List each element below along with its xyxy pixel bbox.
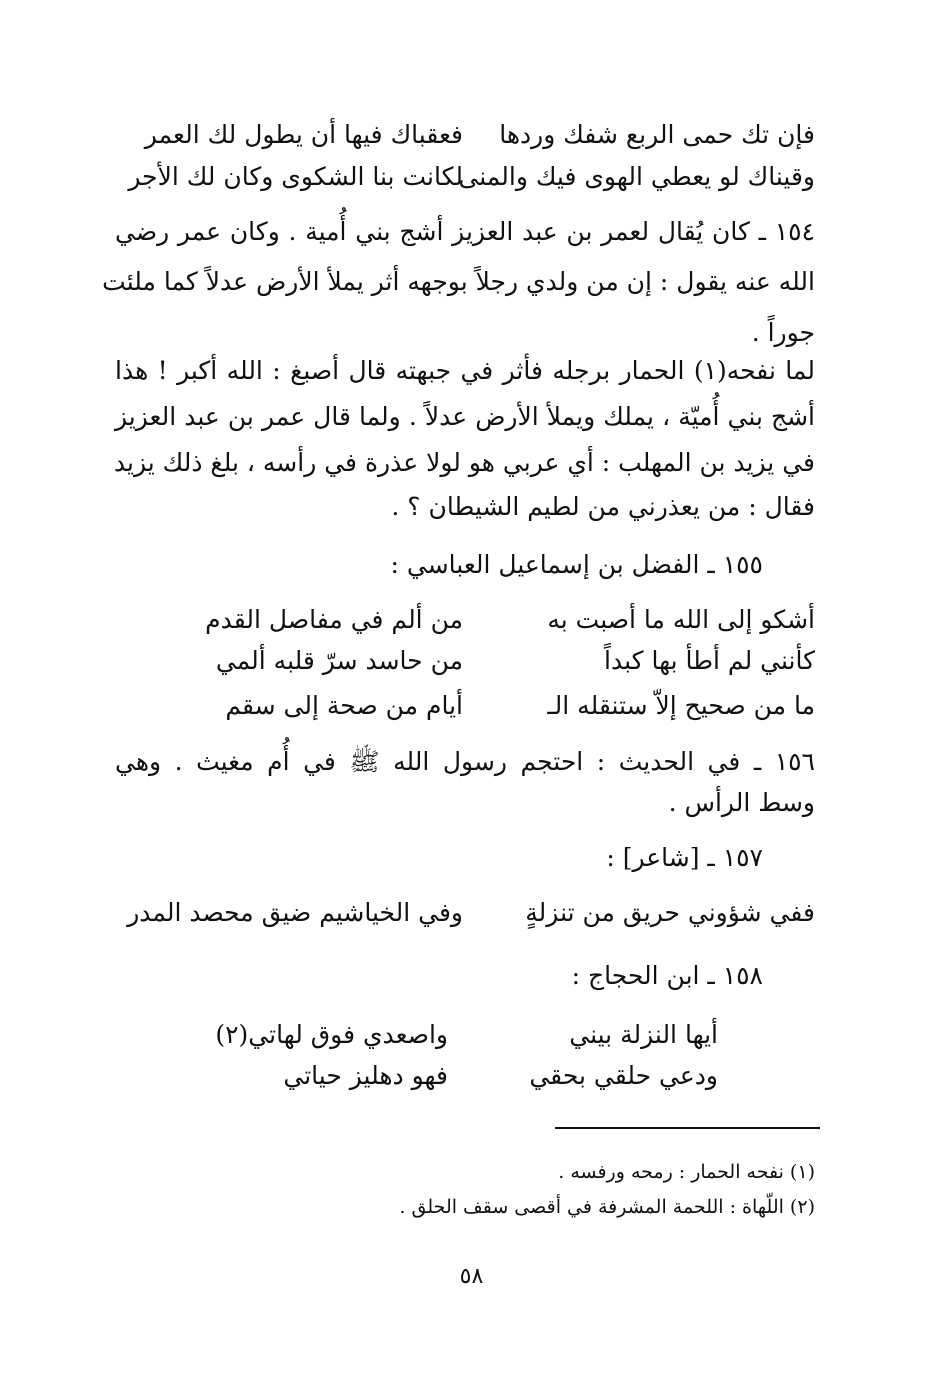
verse-158-2-second-hemistich: فهو دهليز حياتي [283,1061,448,1090]
verse-155-2-first-hemistich: كأنني لم أطأ بها كبداً [604,646,815,675]
verse-155-1-first-hemistich: أشكو إلى الله ما أصبت به [547,605,815,634]
verse-155-3-second-hemistich: أيام من صحة إلى سقم [225,691,463,720]
verse-1-2-first-hemistich: وقيناك لو يعطي الهوى فيك والمنى [458,162,815,191]
footnote-separator [555,1127,820,1129]
verse-158-1-second-hemistich: واصعدي فوق لهاتي(٢) [215,1020,448,1049]
verse-1-1-first-hemistich: فإن تك حمى الربع شفك وردها [499,120,815,149]
para-story-line-1: لما نفحه(١) الحمار برجله فأثر في جبهته قال أصبغ : الله أكبر ! هذا [115,356,815,385]
para-156-line-1: ١٥٦ ـ في الحديث : احتجم رسول الله ﷺ في أُم مغيث . وهي [115,747,815,776]
para-story-line-2: أشج بني أُميّة ، يملك ويملأ الأرض عدلاً . ولما قال عمر بن عبد العزيز [115,402,815,431]
verse-157-1-second-hemistich: وفي الخياشيم ضيق محصد المدر [127,898,463,927]
footnote-1: (١) نفحه الحمار : رمحه ورفسه . [558,1161,815,1183]
verse-155-1-second-hemistich: من ألم في مفاصل القدم [205,605,463,634]
para-156-line-2: وسط الرأس . [668,788,815,817]
verse-1-1-second-hemistich: فعقباك فيها أن يطول لك العمر [144,120,463,149]
para-154-line-3: جوراً . [751,318,815,347]
verse-155-2-second-hemistich: من حاسد سرّ قلبه ألمي [215,646,463,675]
heading-157: ١٥٧ ـ [شاعر] : [606,843,763,872]
heading-158: ١٥٨ ـ ابن الحجاج : [571,961,763,990]
page-number: ٥٨ [459,1264,484,1289]
para-154-line-1: ١٥٤ ـ كان يُقال لعمر بن عبد العزيز أشج بني أُمية . وكان عمر رضي [115,217,815,246]
verse-158-2-first-hemistich: ودعي حلقي بحقي [529,1061,718,1090]
footnote-2: (٢) اللّهاة : اللحمة المشرفة في أقصى سقف الحلق . [399,1196,815,1218]
verse-157-1-first-hemistich: ففي شؤوني حريق من تنزلةٍ [525,898,815,927]
para-154-line-2: الله عنه يقول : إن من ولدي رجلاً بوجهه أثر يملأ الأرض عدلاً كما ملئت [102,267,815,296]
verse-158-1-first-hemistich: أيها النزلة بيني [569,1020,718,1049]
verse-155-3-first-hemistich: ما من صحيح إلاّ ستنقله الـ [547,691,815,720]
para-story-line-3: في يزيد بن المهلب : أي عربي هو لولا عذرة في رأسه ، بلغ ذلك يزيد [113,448,815,477]
para-story-line-4: فقال : من يعذرني من لطيم الشيطان ؟ . [391,492,815,521]
heading-155: ١٥٥ ـ الفضل بن إسماعيل العباسي : [390,550,763,579]
verse-1-2-second-hemistich: لكانت بنا الشكوى وكان لك الأجر [128,162,463,191]
